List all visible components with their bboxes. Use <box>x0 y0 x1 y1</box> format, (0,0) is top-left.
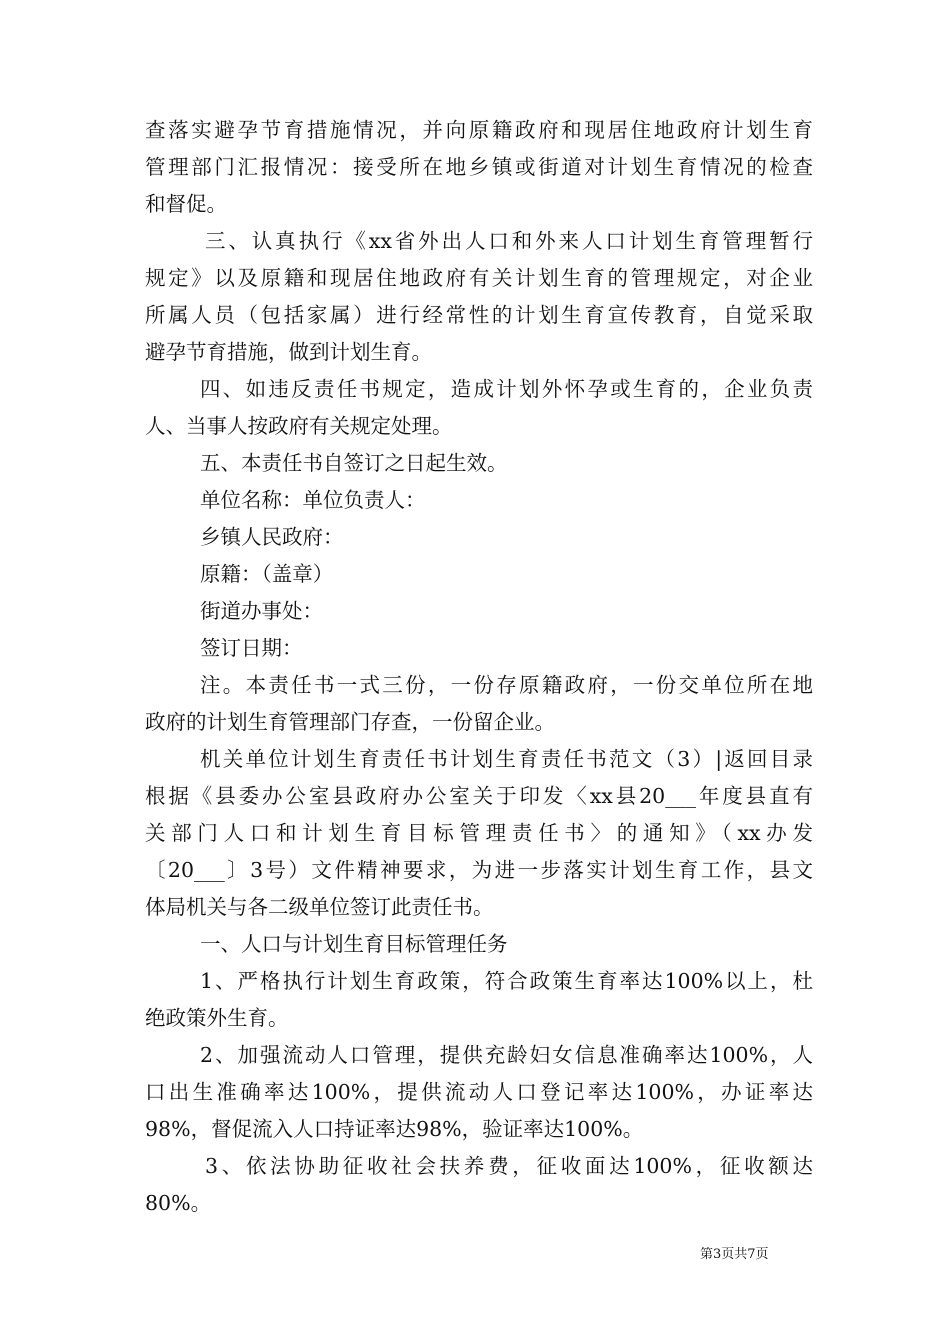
text-line: 五、本责任书自签订之日起生效。 <box>200 451 508 475</box>
text-line: 原籍：（盖章） <box>200 562 334 586</box>
text-line: 2、加强流动人口管理，提供充龄妇女信息准确率达100%，人 <box>200 1043 813 1067</box>
text-line: 管理部门汇报情况：接受所在地乡镇或街道对计划生育情况的检查 <box>145 155 813 179</box>
text-line: 〔20___〕3号）文件精神要求，为进一步落实计划生育工作，县文 <box>145 858 813 882</box>
text-line: 3、依法协助征收社会扶养费，征收面达100%，征收额达 <box>205 1154 813 1178</box>
text-line: 单位名称：单位负责人： <box>200 488 426 512</box>
text-line: 政府的计划生育管理部门存查，一份留企业。 <box>145 710 555 734</box>
text-line: 街道办事处： <box>200 599 323 623</box>
text-line: 注。本责任书一式三份，一份存原籍政府，一份交单位所在地 <box>200 673 813 697</box>
text-line: 人、当事人按政府有关规定处理。 <box>145 414 453 438</box>
page-number: 第3页共7页 <box>700 1247 769 1262</box>
text-line: 规定》以及原籍和现居住地政府有关计划生育的管理规定，对企业 <box>145 266 813 290</box>
text-line: 口出生准确率达100%，提供流动人口登记率达100%，办证率达 <box>145 1080 813 1104</box>
text-line: 避孕节育措施，做到计划生育。 <box>145 340 432 364</box>
text-line: 1、严格执行计划生育政策，符合政策生育率达100%以上，杜 <box>200 969 813 993</box>
text-line: 乡镇人民政府： <box>200 525 344 549</box>
text-line: 体局机关与各二级单位签订此责任书。 <box>145 895 494 919</box>
text-line: 98%，督促流入人口持证率达98%，验证率达100%。 <box>145 1117 644 1141</box>
text-line: 关部门人口和计划生育目标管理责任书〉的通知》（xx办发 <box>145 821 813 845</box>
text-line: 根据《县委办公室县政府办公室关于印发〈xx县20___年度县直有 <box>145 784 813 808</box>
text-line: 和督促。 <box>145 192 227 216</box>
text-line: 所属人员（包括家属）进行经常性的计划生育宣传教育，自觉采取 <box>145 303 813 327</box>
text-line: 四、如违反责任书规定，造成计划外怀孕或生育的，企业负责 <box>200 377 813 401</box>
text-line: 签订日期： <box>200 636 303 660</box>
text-line: 查落实避孕节育措施情况，并向原籍政府和现居住地政府计划生育 <box>145 118 813 142</box>
text-line: 绝政策外生育。 <box>145 1006 289 1030</box>
text-line: 三、认真执行《xx省外出人口和外来人口计划生育管理暂行 <box>205 229 813 253</box>
text-line: 一、人口与计划生育目标管理任务 <box>200 932 508 956</box>
document-body <box>145 112 813 1222</box>
section-heading: 机关单位计划生育责任书计划生育责任书范文（3）|返回目录 <box>200 747 813 771</box>
text-line: 80%。 <box>145 1191 212 1215</box>
